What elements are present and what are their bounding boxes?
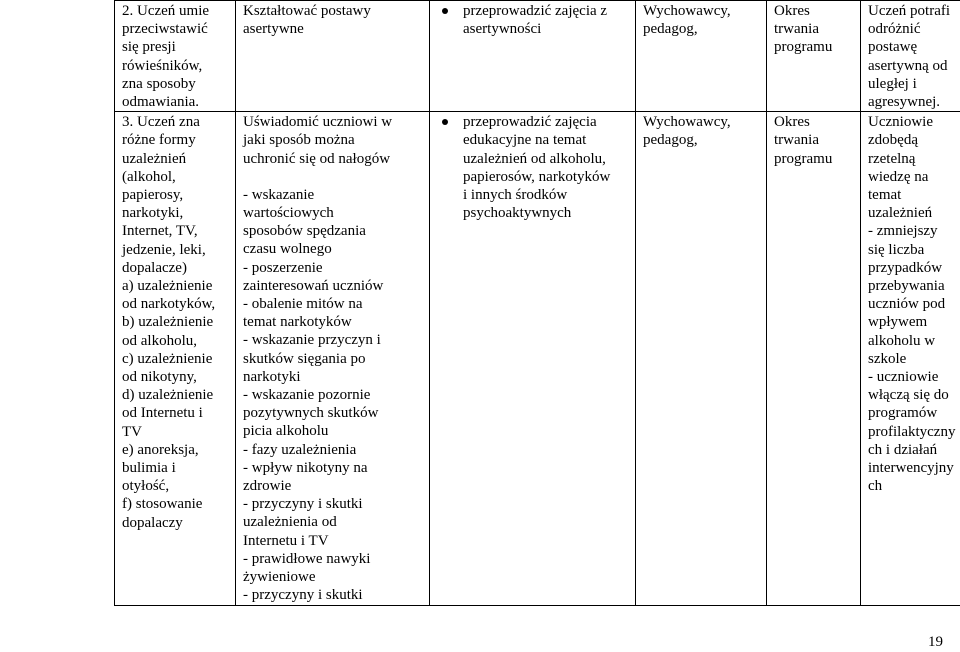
cell-text [122,113,229,532]
text-line: programu [774,150,833,167]
task-cell [236,112,430,605]
text-line: przeprowadzić zajęcia [463,114,597,131]
text-line: pozytywnych skutków [243,405,379,422]
text-line: e) anoreksja, [122,441,199,458]
text-line: - poszerzenie [243,259,323,276]
table-row [115,112,960,605]
cell-text [868,2,960,111]
text-line: narkotyki, [122,205,184,222]
text-line: dopalaczy [122,514,183,531]
text-line: programu [774,39,833,56]
text-line: skutków sięgania po [243,350,366,367]
program-table [114,0,960,606]
text-line: ch [868,478,883,495]
text-line: różne formy [122,132,196,149]
text-line: ch i działań [868,441,938,458]
text-line: asertywną od [868,57,948,74]
task-cell [236,1,430,112]
text-line: od alkoholu, [122,332,197,349]
text-line: trwania [774,132,819,149]
cell-text [643,113,760,149]
text-line: narkotyki [243,368,301,385]
text-line: Uświadomić uczniowi w [243,114,393,131]
text-line: czasu wolnego [243,241,332,258]
text-line: psychoaktywnych [463,205,572,222]
text-line: dopalacze) [122,259,187,276]
text-line: uzależnienia od [243,514,337,531]
spacer [243,168,423,186]
text-line: f) stosowanie [122,496,203,513]
method-cell [430,1,636,112]
text-line: bulimia i [122,460,176,477]
text-line: Internet, TV, [122,223,198,240]
text-line: 2. Uczeń umie [122,3,210,19]
text-line: zdrowie [243,478,292,495]
text-line: Okres [774,114,810,131]
text-line: Uczeń potrafi [868,3,951,19]
term-cell [767,112,861,605]
cell-text [774,2,854,57]
text-line: programów [868,405,938,422]
text-line: d) uzależnienie [122,387,214,404]
cell-text [243,2,423,38]
text-line: Internetu i TV [243,532,329,549]
text-line: - uczniowie [868,369,939,386]
text-line: - przyczyny i skutki [243,587,363,604]
text-line: przeprowadzić zajęcia z [463,3,608,19]
page-number: 19 [928,634,943,650]
cell-text [122,2,229,111]
method-cell [430,112,636,605]
responsible-cell [636,1,767,112]
text-line: wartościowych [243,205,334,222]
text-line: od narkotyków, [122,296,216,313]
bullet-item [437,2,629,38]
text-line: się liczba [868,241,925,258]
text-line: wpływem [868,314,928,331]
text-line: sposobów spędzania [243,223,366,240]
text-line: uchronić się od nałogów [243,150,391,167]
text-line: picia alkoholu [243,423,329,440]
text-line: rówieśników, [122,57,203,74]
text-line: - przyczyny i skutki [243,496,363,513]
text-line: jaki sposób można [243,132,355,149]
text-line: - obalenie mitów na [243,296,363,313]
text-line: postawę [868,39,918,56]
text-line: uzależnień od alkoholu, [463,150,606,167]
text-line: jedzenie, leki, [122,241,206,258]
text-line: odmawiania. [122,94,200,111]
cell-text [243,113,423,604]
text-line: alkoholu w [868,332,936,349]
text-line: zna sposoby [122,75,196,92]
text-line: b) uzależnienie [122,314,214,331]
text-line: od nikotyny, [122,369,197,386]
text-line: Kształtować postawy [243,3,371,19]
text-line: i innych środków [463,187,568,204]
text-line: rzetelną [868,150,916,167]
text-line: otyłość, [122,478,170,495]
text-line: przeciwstawić [122,21,208,38]
text-line: temat narkotyków [243,314,352,331]
text-line: trwania [774,21,819,38]
text-line: szkole [868,350,907,367]
text-line: - wskazanie przyczyn i [243,332,381,349]
text-line: - fazy uzależnienia [243,441,357,458]
text-line: - wskazanie pozornie [243,387,371,404]
cell-text [643,2,760,38]
text-line: zdobędą [868,132,918,149]
text-line: edukacyjne na temat [463,132,587,149]
text-line: - wskazanie [243,186,315,203]
text-line: zainteresowań uczniów [243,277,384,294]
text-line: interwencyjny [868,460,954,477]
text-line: pedagog, [643,132,698,149]
table-row [115,1,960,112]
text-line: uzależnień [868,205,933,222]
cell-text [774,113,854,168]
text-line: uczniów pod [868,296,946,313]
text-line: uległej i [868,75,917,92]
bullet-item [437,113,629,222]
text-line: (alkohol, [122,168,176,185]
text-line: papierosy, [122,187,184,204]
text-line: odróżnić [868,21,921,38]
text-line: asertywne [243,21,304,38]
text-line: TV [122,423,142,440]
text-line: - wpływ nikotyny na [243,459,368,476]
result-cell [861,112,960,605]
text-line: temat [868,187,902,204]
text-line: 3. Uczeń zna [122,114,200,131]
text-line: przypadków [868,259,943,276]
term-cell [767,1,861,112]
text-line: przebywania [868,278,945,295]
goal-cell [115,1,236,112]
text-line: papierosów, narkotyków [463,168,611,185]
text-line: - prawidłowe nawyki [243,550,371,567]
text-line: a) uzależnienie [122,278,213,295]
text-line: - zmniejszy [868,223,938,240]
text-line: profilaktyczny [868,423,956,440]
text-line: uzależnień [122,150,187,167]
text-line: asertywności [463,21,542,38]
cell-text [868,113,960,495]
text-line: wiedzę na [868,168,929,185]
goal-cell [115,112,236,605]
text-line: Wychowawcy, [643,3,731,19]
result-cell [861,1,960,112]
text-line: Okres [774,3,810,19]
text-line: agresywnej. [868,94,941,111]
text-line: Wychowawcy, [643,114,731,131]
text-line: Uczniowie [868,114,933,131]
responsible-cell [636,112,767,605]
text-line: włączą się do [868,387,949,404]
text-line: c) uzależnienie [122,350,213,367]
text-line: od Internetu i [122,405,203,422]
text-line: żywieniowe [243,569,316,586]
text-line: pedagog, [643,21,698,38]
text-line: się presji [122,39,176,56]
